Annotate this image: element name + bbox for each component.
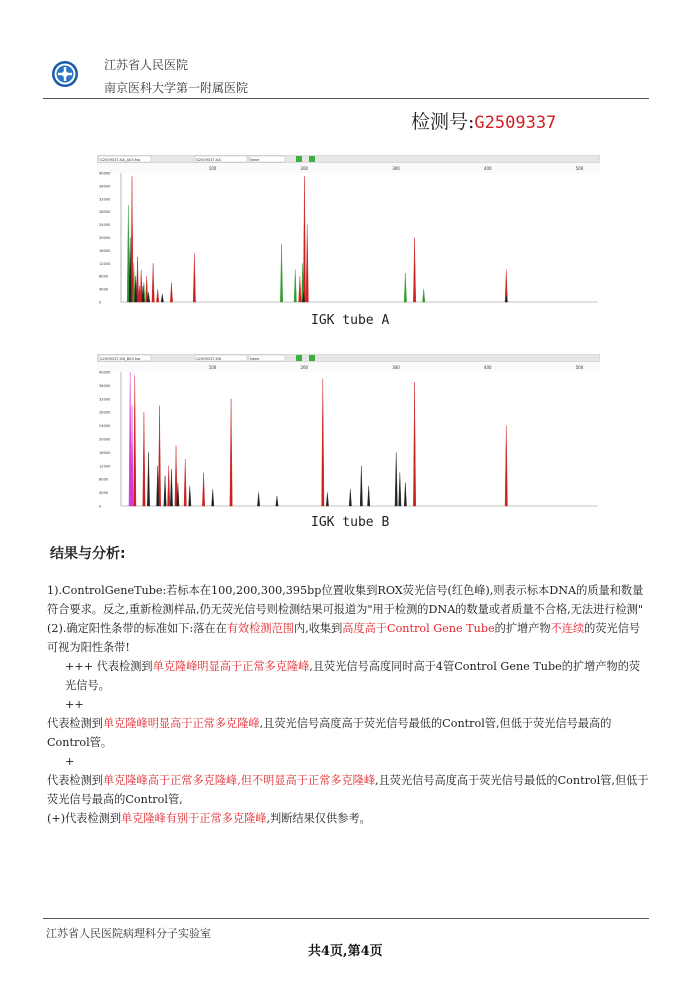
chart-peak — [395, 452, 397, 506]
chart-tube-a — [97, 155, 600, 305]
y-tick-label: 0 — [99, 300, 102, 305]
footer-divider — [43, 918, 649, 919]
y-tick-label: 36000 — [99, 184, 111, 189]
para-triple-plus: +++ 代表检测到单克隆峰明显高于正常多克隆峰,且荧光信号高度同时高于4管Control Gene Tube的扩增产物的荧光信号。 — [65, 660, 641, 692]
header-divider — [43, 98, 649, 99]
chart-peak — [189, 486, 191, 506]
x-tick-label: 100 — [208, 365, 217, 370]
para-positive-criteria: (2).确定阳性条带的标准如下:落在在有效检测范围内,收集到高度高于Control Gene Tube的扩增产物不连续的荧光信号可视为阳性条带! — [47, 622, 641, 654]
x-tick-label: 300 — [392, 365, 400, 370]
chart-peak — [294, 270, 296, 302]
y-tick-label: 32000 — [99, 397, 111, 402]
page-number: 共4页,第4页 — [308, 944, 383, 959]
chart-peak — [413, 382, 415, 506]
chart-peak — [276, 496, 278, 506]
chart-peak — [170, 469, 172, 506]
results-body — [47, 581, 649, 828]
y-tick-label: 28000 — [99, 410, 111, 415]
toolbar-field-text: G2509337-KB_B03.fsa — [100, 357, 141, 361]
chart-peak — [202, 473, 204, 507]
chart-peak — [360, 466, 362, 506]
para-double-plus-symbol: ++ — [65, 698, 84, 711]
para-double-plus: 代表检测到单克隆峰明显高于正常多克隆峰,且荧光信号高度高于荧光信号最低的Control管,但低于荧光信号最高的Control管。 — [47, 717, 612, 749]
chart-peak — [230, 399, 232, 506]
chart-peak — [158, 406, 160, 507]
y-tick-label: 20000 — [99, 437, 111, 442]
para-paren-plus: (+)代表检测到单克隆峰有别于正常多克隆峰,判断结果仅供参考。 — [47, 812, 371, 825]
chart-peak — [145, 276, 147, 302]
chart-peak — [152, 263, 154, 302]
y-tick-label: 24000 — [99, 424, 111, 429]
chart-peak — [131, 406, 133, 507]
y-tick-label: 12000 — [99, 261, 111, 266]
results-heading: 结果与分析: — [50, 546, 126, 562]
toolbar-field-text: G2509337-KB — [196, 357, 221, 361]
chart-peak — [184, 459, 186, 506]
y-tick-label: 16000 — [99, 450, 111, 455]
chart-peak — [404, 273, 406, 302]
chart-peak — [170, 283, 172, 302]
y-tick-label: 8000 — [99, 477, 109, 482]
y-tick-label: 40000 — [99, 370, 111, 375]
y-tick-label: 36000 — [99, 383, 111, 388]
para-single-plus-symbol: + — [65, 755, 75, 768]
chart-peak — [193, 254, 195, 302]
chart-peak — [168, 466, 170, 506]
chart-peak — [349, 489, 351, 506]
para-control-gene: 1).ControlGeneTube:若标本在100,200,300,395bp位置收集到ROX荧光信号(红色峰),则表示标本DNA的质量和数量符合要求。反之,重新检测样品,仍无荧光信号则检测结果可报道为"用于检测的DNA的数量或者质量不合格,无法进行检测" — [47, 584, 644, 616]
chart-peak — [143, 412, 145, 506]
y-tick-label: 20000 — [99, 236, 111, 240]
test-number-value: G2509337 — [474, 113, 557, 133]
footer-lab: 江苏省人民医院病理科分子实验室 — [46, 927, 211, 940]
hospital-logo — [51, 60, 79, 88]
chart-peak — [413, 238, 415, 303]
y-tick-label: 28000 — [99, 210, 111, 215]
chart-peak — [303, 176, 305, 302]
chart-peak — [306, 225, 308, 302]
chart-toolbar — [97, 354, 600, 362]
chart-peak — [367, 486, 369, 506]
chart-peak — [156, 289, 158, 302]
x-tick-label: 200 — [300, 166, 309, 171]
chart-peak — [212, 489, 214, 506]
y-tick-label: 0 — [99, 504, 102, 509]
chart-peak — [175, 446, 177, 506]
y-tick-label: 4000 — [99, 491, 109, 496]
chart-peak — [423, 289, 425, 302]
y-tick-label: 32000 — [99, 197, 111, 202]
toolbar-field-text: G2509337-KA_A03.fsa — [100, 158, 141, 162]
y-tick-label: 40000 — [99, 171, 111, 176]
toolbar-status-icon — [309, 355, 315, 361]
hospital-name-1: 江苏省人民医院 — [104, 58, 189, 72]
toolbar-status-icon — [296, 156, 302, 162]
toolbar-field-text: None — [250, 158, 260, 162]
y-tick-label: 12000 — [99, 464, 111, 469]
chart-toolbar — [97, 155, 600, 163]
x-tick-label: 300 — [392, 166, 400, 171]
x-ruler — [97, 362, 600, 372]
chart-peak — [505, 426, 507, 506]
chart-peak — [280, 244, 282, 302]
chart-peak — [257, 493, 259, 506]
x-tick-label: 100 — [208, 166, 217, 171]
caption-tube-b: IGK tube B — [311, 515, 390, 530]
x-tick-label: 200 — [300, 365, 309, 370]
chart-peak — [299, 276, 301, 302]
x-tick-label: 500 — [575, 365, 584, 370]
chart-peak — [147, 452, 149, 506]
toolbar-status-icon — [309, 156, 315, 162]
chart-peak — [404, 483, 406, 506]
chart-peak — [164, 476, 166, 506]
chart-peak — [326, 493, 328, 506]
x-tick-label: 400 — [483, 166, 492, 171]
x-tick-label: 400 — [483, 365, 492, 370]
chart-peak — [399, 473, 401, 507]
hospital-name-2: 南京医科大学第一附属医院 — [104, 81, 249, 95]
test-number-label: 检测号: — [411, 111, 475, 133]
toolbar-field-text: None — [250, 357, 260, 361]
toolbar-field-text: G2509337-KA — [196, 158, 221, 162]
y-tick-label: 24000 — [99, 223, 111, 228]
caption-tube-a: IGK tube A — [311, 313, 390, 328]
y-tick-label: 4000 — [99, 287, 109, 292]
y-tick-label: 16000 — [99, 248, 111, 253]
chart-peak — [134, 375, 136, 506]
x-ruler — [97, 163, 600, 173]
y-tick-label: 8000 — [99, 274, 109, 279]
chart-peak — [322, 379, 324, 506]
test-number — [411, 107, 556, 134]
chart-tube-b — [97, 354, 600, 509]
toolbar-status-icon — [296, 355, 302, 361]
x-tick-label: 500 — [575, 166, 584, 171]
chart-peak — [161, 294, 163, 302]
para-single-plus: 代表检测到单克隆峰高于正常多克隆峰,但不明显高于正常多克隆峰,且荧光信号高度高于荧光信号最低的Control管,但低于荧光信号最高的Control管, — [47, 774, 649, 806]
